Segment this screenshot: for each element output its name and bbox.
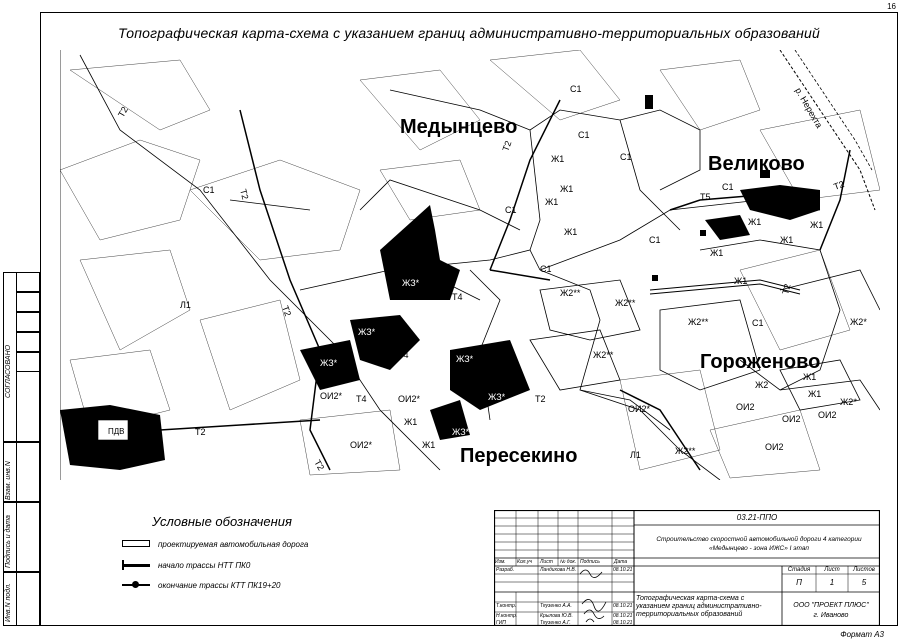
zone-label: Ж2** xyxy=(593,350,614,360)
drawing-title: Топографическая карта-схема с указанием границ административно-территориальных образований xyxy=(636,595,762,618)
sheet-label: Лист xyxy=(824,567,840,573)
road-label-t2: Т2 xyxy=(238,187,251,201)
road-label-t2: Т2 xyxy=(280,304,294,318)
road-label-t2: Т2 xyxy=(780,282,793,296)
zone-label: Л1 xyxy=(630,450,641,460)
project-code: 03.21-ППО xyxy=(736,513,778,522)
zone-label: ОИ2 xyxy=(765,442,784,452)
zone-label: ЖЗ* xyxy=(452,427,470,437)
zone-label: Ж2** xyxy=(675,446,696,456)
legend-label: начало трассы НТТ ПК0 xyxy=(158,560,251,570)
date-developer: 08.10.21 xyxy=(613,567,633,573)
zone-label: ОИ2 xyxy=(736,402,755,412)
sheets-label: Листов xyxy=(853,567,875,573)
role-norm-control: Н.контр. xyxy=(496,613,518,619)
zone-label: Ж2* xyxy=(850,317,867,327)
zone-label: С1 xyxy=(505,205,517,215)
zone-label: С1 xyxy=(540,264,552,274)
side-stamp xyxy=(3,272,40,626)
header-izm: Изм. xyxy=(495,559,506,565)
zone-label: Ж2* xyxy=(840,397,857,407)
zone-label: Ж1 xyxy=(564,227,578,237)
zone-label: Ж1 xyxy=(422,440,436,450)
zone-label: ОИ2 xyxy=(818,410,837,420)
zone-label: Т4 xyxy=(398,350,409,360)
zone-label: С1 xyxy=(649,235,661,245)
legend-label: проектируемая автомобильная дорога xyxy=(158,539,309,549)
zone-label-pdv: ПДВ xyxy=(108,427,125,436)
zone-label: ЖЗ* xyxy=(430,386,448,396)
header-date: Дата xyxy=(614,559,628,565)
zone-label: Т4 xyxy=(356,394,367,404)
legend-item-route-end xyxy=(122,580,280,590)
header-list: Лист xyxy=(540,559,553,565)
road-label-t2: Т2 xyxy=(312,458,327,473)
road-label-t2: Т2 xyxy=(116,104,130,119)
zone-label: ЖЗ* xyxy=(402,278,420,288)
legend-title: Условные обозначения xyxy=(152,514,292,529)
legend-item-projected-road xyxy=(122,539,308,549)
zone-label: Ж1 xyxy=(710,248,724,258)
river-label: р. Нерехта xyxy=(793,86,825,130)
stage-value: П xyxy=(796,578,802,587)
project-name: Строительство скоростной автомобильной дороги 4 категории «Медынцево - зона ИЖС» I этап xyxy=(656,536,862,552)
legend-item-route-start xyxy=(122,560,250,570)
sheet-format: Формат А3 xyxy=(840,630,884,639)
side-label-agreed: СОГЛАСОВАНО xyxy=(5,344,12,398)
title-block xyxy=(494,510,880,626)
company-city: г. Иваново xyxy=(813,612,849,619)
zone-label: Ж2** xyxy=(688,317,709,327)
header-doc-no: № док. xyxy=(560,559,577,565)
sheets-value: 5 xyxy=(861,578,867,587)
zone-label: ЖЗ* xyxy=(320,358,338,368)
stage-label: Стадия xyxy=(787,567,811,573)
zone-label: С1 xyxy=(722,182,734,192)
zone-label: С1 xyxy=(620,152,632,162)
zone-label: Ж1 xyxy=(748,217,762,227)
town-label-velikovo: Великово xyxy=(708,153,805,175)
road-label-t5: Т5 xyxy=(700,192,711,202)
sheet-number: 16 xyxy=(887,2,896,11)
name-norm-control: Крылова Ю.В. xyxy=(540,613,573,619)
zone-label: С1 xyxy=(570,84,582,94)
zone-label: Ж1 xyxy=(560,184,574,194)
zone-label: С1 xyxy=(752,318,764,328)
zone-label: ЖЗ* xyxy=(358,327,376,337)
zone-label: Ж1 xyxy=(788,200,802,210)
name-gip: Тяузенко А.Г. xyxy=(540,620,571,626)
signature-marks xyxy=(578,562,612,626)
zone-label: Ж1 xyxy=(551,154,565,164)
zone-label: С1 xyxy=(203,185,215,195)
zone-label: Ж1 xyxy=(404,417,418,427)
road-label-t2: Т2 xyxy=(195,427,206,437)
zone-label: Ж2 xyxy=(755,380,769,390)
zone-label: ОИ2* xyxy=(320,391,342,401)
zone-label: ОИ2* xyxy=(628,404,650,414)
town-label-medyntsevo: Медынцево xyxy=(400,116,518,138)
side-label-replace-inv: Взам. инв.N xyxy=(5,461,12,500)
sheet-value: 1 xyxy=(829,578,835,587)
header-kol-uch: Кол.уч xyxy=(517,559,532,565)
road-label-t2: Т2 xyxy=(832,178,846,192)
road-label-t2: Т2 xyxy=(535,394,546,404)
zone-label: ЖЗ* xyxy=(456,354,474,364)
zone-label: Л1 xyxy=(180,300,191,310)
route-end-symbol xyxy=(122,580,150,590)
header-signature: Подпись xyxy=(580,559,600,565)
side-label-inv-orig: Инв.N подл. xyxy=(5,583,12,622)
name-developer: Ландихова Н.В. xyxy=(540,567,577,573)
zone-label: Ж2** xyxy=(615,298,636,308)
projected-road-symbol xyxy=(122,539,150,549)
road-label-t2: Т2 xyxy=(500,139,514,153)
town-label-peresekino: Пересекино xyxy=(460,445,578,467)
town-label-gorozhenovo: Гороженово xyxy=(700,351,821,373)
zone-label: Ж1 xyxy=(545,197,559,207)
zone-label: Ж1 xyxy=(803,372,817,382)
zone-label: ОИ2* xyxy=(398,394,420,404)
zone-label: Ж1 xyxy=(808,389,822,399)
role-developer: Разраб. xyxy=(496,567,515,573)
route-start-symbol xyxy=(122,560,150,570)
zone-label: ОИ2 xyxy=(782,414,801,424)
zone-label: Т4 xyxy=(452,292,463,302)
role-tech-control: Т.контр. xyxy=(496,603,517,609)
zone-label: ЖЗ* xyxy=(488,392,506,402)
zone-label: Ж1 xyxy=(810,220,824,230)
zone-label: ОИ2* xyxy=(350,440,372,450)
side-label-signature-date: Подпись и дата xyxy=(5,515,12,568)
map-title: Топографическая карта-схема с указанием границ административно-территориальных образований xyxy=(117,25,821,41)
legend-label: окончание трассы КТТ ПК19+20 xyxy=(158,580,281,590)
topographic-map xyxy=(60,50,880,480)
date-norm-control: 08.10.21 xyxy=(613,613,633,619)
zone-label: Ж2** xyxy=(560,288,581,298)
company-name: ООО "ПРОЕКТ ПЛЮС" xyxy=(793,602,869,609)
date-gip: 08.10.21 xyxy=(613,620,633,626)
zone-label: Ж1 xyxy=(780,235,794,245)
zone-label: Ж1 xyxy=(734,276,748,286)
date-tech-control: 08.10.21 xyxy=(613,603,633,609)
zone-label: С1 xyxy=(578,130,590,140)
name-tech-control: Тяузенко А.А. xyxy=(540,603,572,609)
role-gip: ГИП xyxy=(496,620,506,626)
